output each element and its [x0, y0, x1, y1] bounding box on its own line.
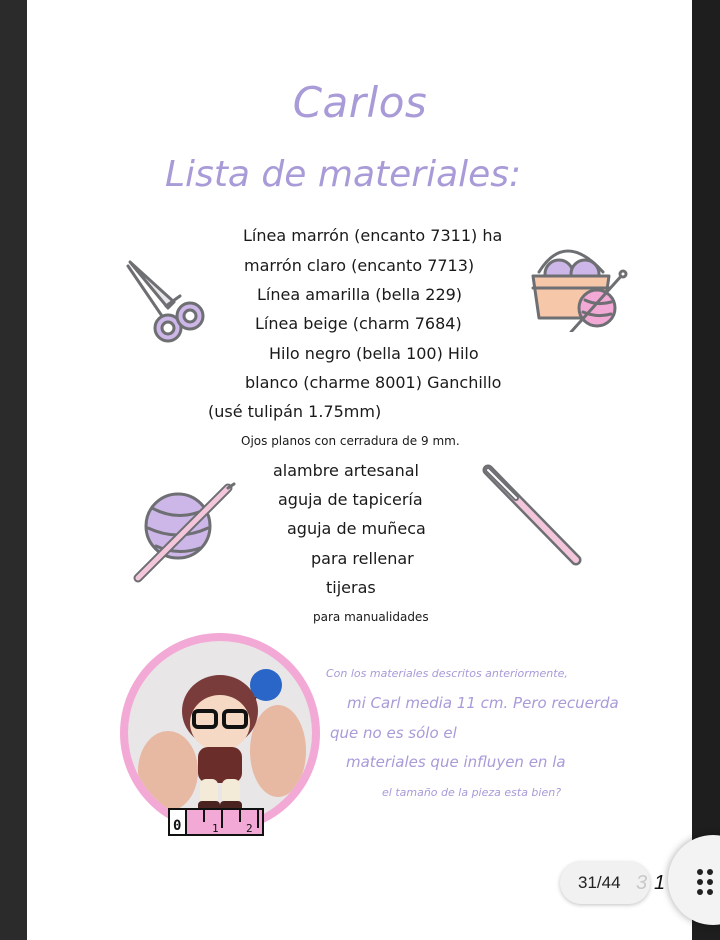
page-indicator-text: 31/44 [578, 873, 621, 892]
yarn-basket-icon [525, 232, 630, 332]
material-line: Ojos planos con cerradura de 9 mm. [241, 434, 460, 448]
material-line: aguja de muñeca [287, 519, 426, 538]
yarn-ball-hook-icon [130, 478, 240, 586]
doll-photo [120, 633, 320, 833]
ruler-label: 2 [246, 822, 253, 835]
materials-heading: Lista de materiales: [165, 154, 522, 195]
material-line: para rellenar [311, 549, 414, 568]
ruler-graphic [168, 808, 264, 836]
page-number-bold: 1 [654, 872, 666, 894]
material-line: Hilo negro (bella 100) Hilo [269, 344, 479, 363]
material-line: blanco (charme 8001) Ganchillo [245, 373, 502, 392]
material-line: marrón claro (encanto 7713) [244, 256, 475, 275]
material-line: tijeras [326, 578, 376, 597]
material-line: Línea amarilla (bella 229) [257, 285, 463, 304]
menu-dots-icon [696, 868, 714, 896]
note-line: mi Carl media 11 cm. Pero recuerda [347, 694, 619, 712]
page-number-faint: 3 [636, 872, 648, 894]
scissors-icon [122, 256, 212, 351]
note-line: materiales que influyen en la [346, 753, 566, 771]
material-line: (usé tulipán 1.75mm) [208, 402, 382, 421]
note-line: que no es sólo el [330, 724, 457, 742]
material-line: para manualidades [313, 610, 429, 624]
amigurumi-doll-image [128, 641, 312, 825]
crochet-hook-icon [478, 462, 588, 572]
ruler-label: 0 [173, 818, 182, 834]
page-title: Carlos [292, 78, 428, 127]
material-line: aguja de tapicería [278, 490, 423, 509]
note-line: Con los materiales descritos anteriormente, [326, 667, 568, 680]
material-line: Línea beige (charm 7684) [255, 314, 462, 333]
material-line: Línea marrón (encanto 7311) ha [243, 226, 503, 245]
material-line: alambre artesanal [273, 461, 419, 480]
ruler-label: 1 [212, 822, 219, 835]
viewer-edge [692, 0, 720, 940]
note-line: el tamaño de la pieza esta bien? [382, 786, 562, 799]
